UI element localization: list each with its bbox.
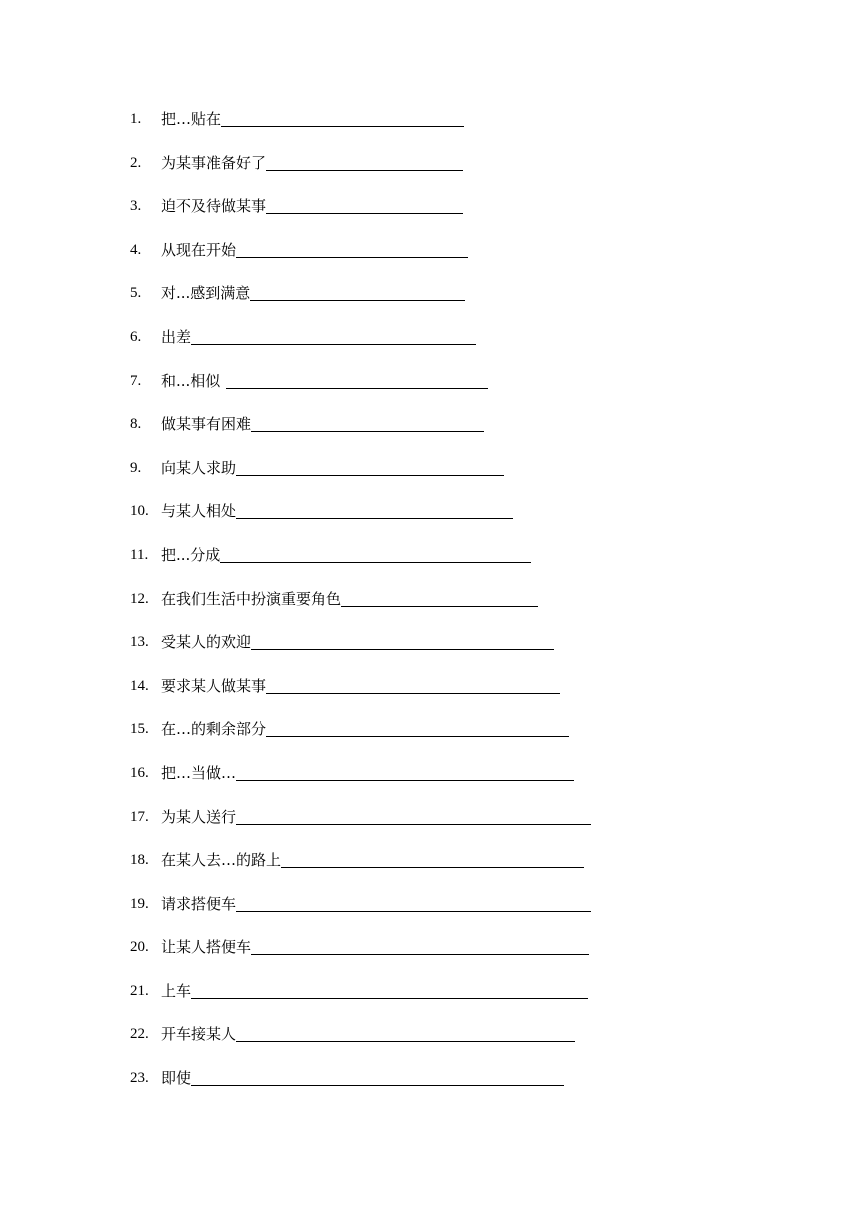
list-item [130, 326, 591, 370]
answer-blank[interactable] [236, 806, 591, 825]
answer-blank[interactable] [191, 980, 588, 999]
item-number: 8. [130, 416, 142, 433]
item-phrase: 和...相似 [161, 371, 221, 390]
answer-blank[interactable] [236, 762, 574, 781]
item-phrase: 向某人求助 [161, 458, 237, 477]
list-item [130, 152, 591, 196]
item-number: 23. [130, 1070, 149, 1087]
answer-blank[interactable] [266, 195, 463, 214]
item-number: 2. [130, 154, 142, 171]
answer-blank[interactable] [251, 631, 554, 650]
answer-blank[interactable] [226, 370, 488, 389]
answer-blank[interactable] [191, 1067, 564, 1086]
list-item [130, 893, 591, 937]
list-item [130, 675, 591, 719]
answer-blank[interactable] [251, 936, 589, 955]
item-number: 20. [130, 939, 149, 956]
answer-blank[interactable] [251, 413, 484, 432]
item-phrase: 请求搭便车 [161, 894, 237, 913]
list-item [130, 1023, 591, 1067]
item-number: 6. [130, 328, 142, 345]
list-item [130, 413, 591, 457]
item-number: 22. [130, 1026, 149, 1043]
item-phrase: 对...感到满意 [161, 284, 251, 303]
item-number: 17. [130, 808, 149, 825]
item-phrase: 在…的剩余部分 [161, 720, 267, 739]
item-number: 4. [130, 241, 142, 258]
list-item [130, 806, 591, 850]
item-phrase: 把…贴在 [161, 110, 222, 128]
item-number: 3. [130, 198, 142, 215]
answer-blank[interactable] [236, 1023, 575, 1042]
list-item [130, 282, 591, 326]
answer-blank[interactable] [220, 544, 531, 563]
item-phrase: 受某人的欢迎 [161, 633, 252, 652]
list-item [130, 457, 591, 501]
answer-blank[interactable] [341, 588, 538, 607]
item-number: 7. [130, 372, 142, 389]
item-number: 10. [130, 503, 149, 520]
list-item [130, 631, 591, 675]
list-item [130, 195, 591, 239]
item-number: 18. [130, 852, 149, 869]
item-phrase: 迫不及待做某事 [161, 197, 267, 216]
item-number: 11. [130, 546, 149, 563]
answer-blank[interactable] [236, 457, 504, 476]
item-phrase: 出差 [161, 327, 192, 346]
answer-blank[interactable] [266, 675, 560, 694]
item-phrase: 上车 [161, 981, 192, 1000]
item-phrase: 开车接某人 [161, 1025, 237, 1044]
list-item [130, 500, 591, 544]
item-number: 13. [130, 634, 149, 651]
answer-blank[interactable] [250, 282, 465, 301]
item-phrase: 做某事有困难 [161, 415, 252, 434]
list-item [130, 1067, 591, 1111]
item-phrase: 把…当做… [161, 763, 237, 782]
answer-blank[interactable] [221, 108, 464, 127]
item-number: 1. [130, 111, 142, 127]
item-number: 5. [130, 285, 142, 302]
list-item [130, 849, 591, 893]
answer-blank[interactable] [281, 849, 584, 868]
item-number: 16. [130, 764, 149, 781]
item-phrase: 在我们生活中扮演重要角色 [161, 589, 342, 608]
item-phrase: 为某人送行 [161, 807, 237, 826]
list-item [130, 370, 591, 414]
answer-blank[interactable] [191, 326, 476, 345]
answer-blank[interactable] [266, 152, 463, 171]
item-number: 12. [130, 590, 149, 607]
answer-blank[interactable] [236, 239, 468, 258]
item-number: 19. [130, 895, 149, 912]
item-phrase: 即使 [161, 1069, 192, 1088]
answer-blank[interactable] [236, 893, 591, 912]
answer-blank[interactable] [266, 718, 569, 737]
item-number: 21. [130, 982, 149, 999]
item-number: 14. [130, 677, 149, 694]
list-item [130, 588, 591, 632]
answer-blank[interactable] [236, 500, 513, 519]
item-phrase: 把...分成 [161, 545, 221, 564]
item-phrase: 让某人搭便车 [161, 938, 252, 957]
item-phrase: 在某人去…的路上 [161, 851, 282, 870]
list-item [130, 762, 591, 806]
item-phrase: 要求某人做某事 [161, 676, 267, 695]
item-phrase: 从现在开始 [161, 240, 237, 259]
phrase-list [130, 108, 591, 1111]
list-item [130, 718, 591, 762]
list-item [130, 980, 591, 1024]
item-phrase: 为某事准备好了 [161, 153, 267, 172]
list-item [130, 239, 591, 283]
item-phrase: 与某人相处 [161, 502, 237, 521]
list-item [130, 544, 591, 588]
item-number: 15. [130, 721, 149, 738]
list-item [130, 936, 591, 980]
list-item [130, 108, 591, 152]
item-number: 9. [130, 459, 142, 476]
